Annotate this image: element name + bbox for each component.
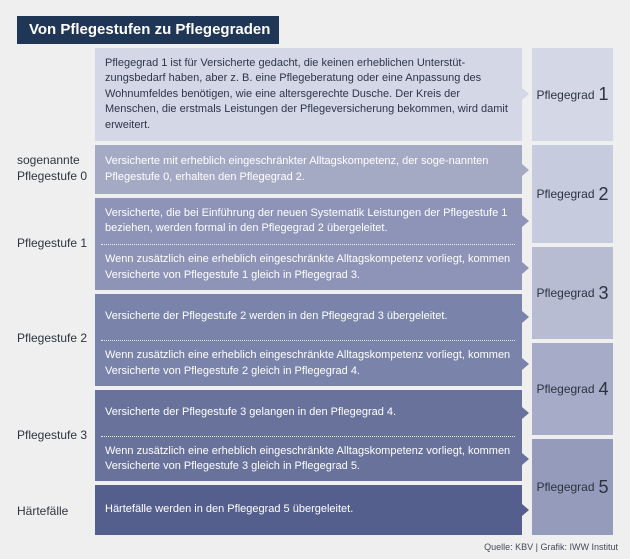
- left-label-pflegestufe-0: [17, 152, 87, 184]
- band-text: Wenn zusätzlich eine erheblich eingeschränkte Alltagskompetenz vorliegt, kommen Versicherte von Pflegestufe 2 gleich in Pflegegrad 4.: [105, 349, 511, 377]
- band-text: Versicherte der Pflegestufe 2 werden in den Pflegegrad 3 übergeleitet.: [105, 310, 448, 323]
- band-pflegestufe-3-lower: [95, 437, 522, 481]
- band-haertefaelle: [95, 485, 522, 535]
- grade-number: 3: [598, 282, 609, 303]
- band-text: Versicherte, die bei Einführung der neuen Systematik Leistungen der Pflegestufe 1 beziehen, werden formal in den Pflegegrad 2 übergeleitet.: [105, 206, 508, 234]
- source-credit: Quelle: KBV | Grafik: IWW Institut: [484, 542, 618, 552]
- grade-label: Pflegegrad: [536, 480, 595, 494]
- band-pflegestufe-1-lower: [95, 245, 522, 290]
- band-pflegestufe-2-upper: [95, 294, 522, 340]
- grade-number: 5: [598, 476, 609, 497]
- band-pflegestufe-3-upper: [95, 390, 522, 436]
- grade-box-2: [532, 145, 613, 243]
- arrow-icon: [522, 358, 529, 370]
- arrow-icon: [522, 88, 529, 100]
- grade-box-5: [532, 439, 613, 535]
- left-label-line: sogenannte: [17, 153, 80, 167]
- grade-number: 1: [598, 84, 609, 104]
- arrow-icon: [522, 164, 529, 176]
- grade-label: Pflegegrad: [536, 87, 595, 102]
- grade-label: Pflegegrad: [536, 382, 595, 396]
- arrow-icon: [522, 407, 529, 419]
- grade-box-1: [532, 48, 613, 141]
- arrow-icon: [522, 215, 529, 227]
- band-pflegegrad-1-description: [95, 48, 522, 141]
- grade-label: Pflegegrad: [536, 286, 595, 300]
- left-label-pflegestufe-2: Pflegestufe 2: [17, 331, 88, 345]
- band-text: Wenn zusätzlich eine erheblich eingeschränkte Alltagskompetenz vorliegt, kommen Versicherte von Pflegestufe 1 gleich in Pflegegrad 3.: [105, 253, 511, 281]
- band-pflegestufe-1-upper: [95, 198, 522, 244]
- grade-number: 2: [598, 183, 609, 204]
- grade-box-4: [532, 343, 613, 435]
- band-pflegestufe-2-lower: [95, 341, 522, 386]
- grade-box-3: [532, 247, 613, 339]
- band-text: Härtefälle werden in den Pflegegrad 5 übergeleitet.: [105, 503, 354, 516]
- page-title: Von Pflegestufen zu Pflegegraden: [17, 16, 279, 44]
- left-label-haertefaelle: Härtefälle: [17, 504, 69, 518]
- band-text: Wenn zusätzlich eine erheblich eingeschränkte Alltagskompetenz vorliegt, kommen Versicherte von Pflegestufe 3 gleich in Pflegegrad 5.: [105, 444, 511, 472]
- arrow-icon: [522, 504, 529, 516]
- band-text: Pflegegrad 1 ist für Versicherte gedacht, die keinen erheblichen Unterstüt-zungsbedarf haben, aber z. B. eine Pflegeberatung oder eine Anpassung des Wohnumfeldes benötigen, wie eine altersgerechte Dusche. Der Kreis der Menschen, die erstmals Leistungen der Pflegeversicherung bekommen, wird damit erweitert.: [105, 56, 508, 131]
- left-label-line: Pflegestufe 0: [17, 169, 88, 183]
- band-text: Versicherte mit erheblich eingeschränkter Alltagskompetenz, der soge-nannten Pflegestufe 0, erhalten den Pflegegrad 2.: [105, 155, 489, 183]
- arrow-icon: [522, 311, 529, 323]
- grade-label: Pflegegrad: [536, 187, 595, 201]
- band-pflegestufe-0: [95, 145, 522, 194]
- arrow-icon: [522, 453, 529, 465]
- grade-number: 4: [598, 378, 609, 399]
- left-label-pflegestufe-3: Pflegestufe 3: [17, 428, 88, 442]
- left-label-pflegestufe-1: Pflegestufe 1: [17, 236, 88, 250]
- band-text: Versicherte der Pflegestufe 3 gelangen in den Pflegegrad 4.: [105, 406, 397, 419]
- arrow-icon: [522, 262, 529, 274]
